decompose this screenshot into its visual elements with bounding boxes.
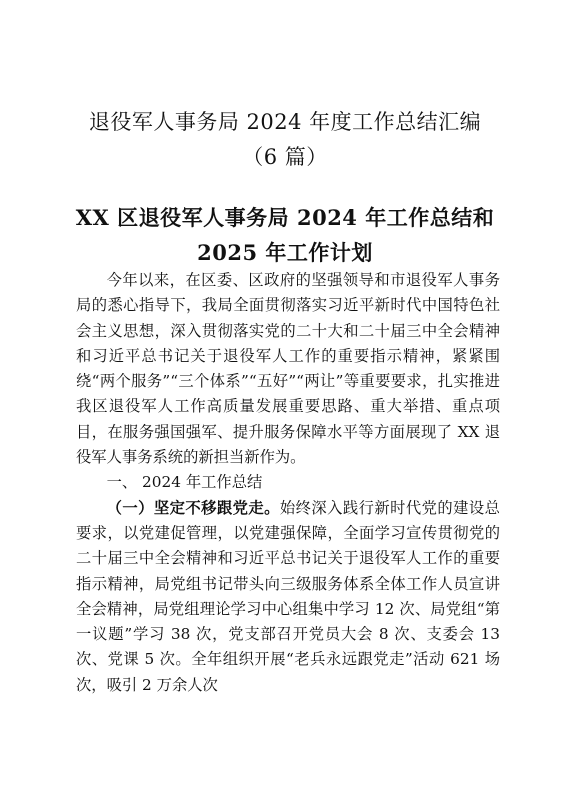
compilation-count: （6 篇） bbox=[242, 145, 328, 169]
item-paragraph bbox=[76, 496, 500, 698]
item-lead: （一）坚定不移跟党走。 bbox=[106, 498, 280, 517]
compilation-title: 退役军人事务局 2024 年度工作总结汇编 bbox=[88, 110, 482, 134]
intro-paragraph: 今年以来，在区委、区政府的坚强领导和市退役军人事务局的悉心指导下，我局全面贯彻落实习近平新时代中国特色社会主义思想，深入贯彻落实党的二十大和二十届三中全会精神和习近平总书记关于退役军人工作的重要指示精神，紧紧围绕“两个服务”“三个体系”“五好”“两让”等重要要求，扎实推进我区退役军人工作高质量发展重要思路、重大举措、重点项目，在服务强国强军、提升服务保障水平等方面展现了 XX 退役军人事务系统的新担当新作为。 bbox=[76, 271, 500, 467]
section-heading: 一、 2024 年工作总结 bbox=[106, 473, 263, 492]
item-body: 始终深入践行新时代党的建设总要求，以党建促管理，以党建强保障，全面学习宣传贯彻党的二十届三中全会精神和习近平总书记关于退役军人工作的重要指示精神，局党组书记带头向三级服务体系全体工作人员宣讲全会精神，局党组理论学习中心组集中学习 12 次、局党组“第一议题”学习 38 次，党支部召开党员大会 8 次、支委会 13 次、党课 5 次。全年组织开展“老兵永远跟党走”活动 621 场次，吸引 2 万余人次 bbox=[76, 498, 500, 694]
article-title-line1: XX 区退役军人事务局 2024 年工作总结和 bbox=[75, 205, 495, 230]
article-title-line2: 2025 年工作计划 bbox=[197, 240, 373, 265]
document-body bbox=[76, 268, 500, 698]
